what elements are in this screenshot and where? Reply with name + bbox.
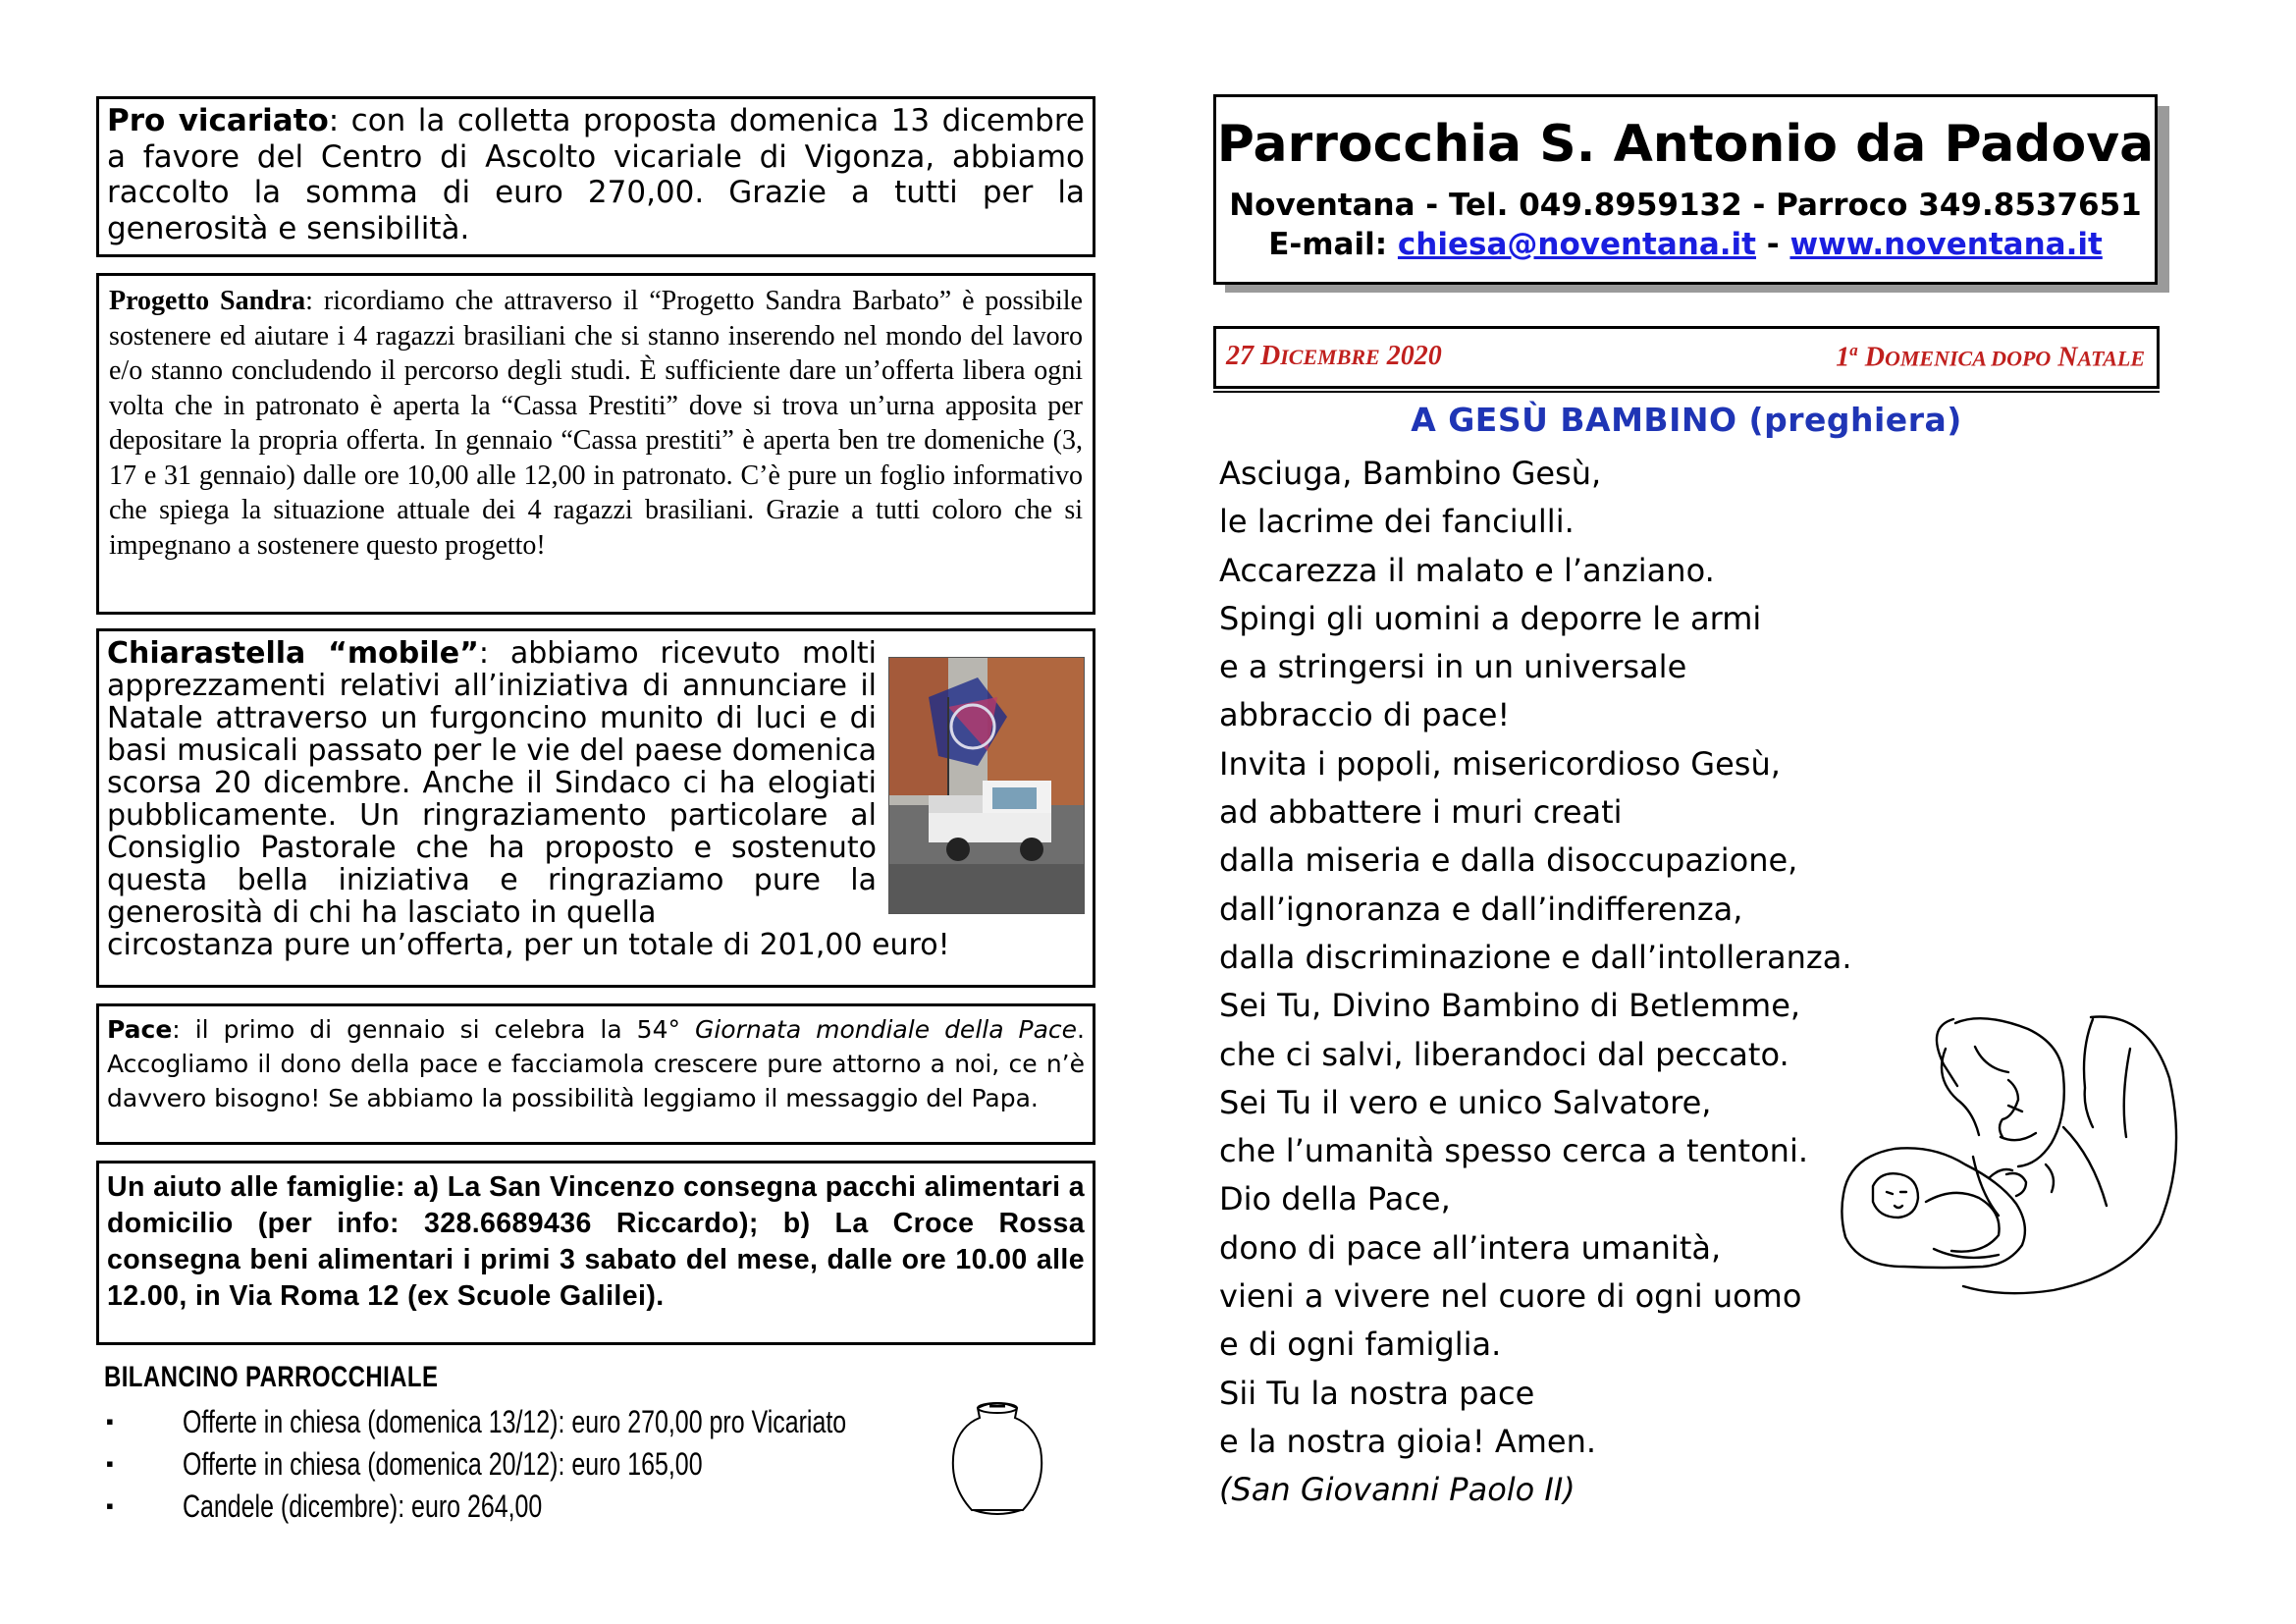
feast-rest: ATALE xyxy=(2077,346,2145,371)
bilancino-item-text: Candele (dicembre): euro 264,00 xyxy=(183,1489,543,1524)
parish-header xyxy=(1213,94,2158,285)
prayer-line: Sei Tu il vero e unico Salvatore, xyxy=(1219,1083,1712,1121)
prayer-line: Accarezza il malato e l’anziano. xyxy=(1219,551,1715,589)
date-day: 27 xyxy=(1226,341,1254,371)
prayer-line: e la nostra gioia! Amen. xyxy=(1219,1422,1597,1460)
notice-progetto-sandra xyxy=(96,273,1095,615)
notice-lead: Pro vicariato xyxy=(107,103,329,138)
prayer-line: e di ogni famiglia. xyxy=(1219,1326,1502,1364)
website-link[interactable]: www.noventana.it xyxy=(1789,227,2103,262)
ordinal: 1 xyxy=(1836,342,1850,373)
divider xyxy=(1213,391,2160,393)
liturgical-day xyxy=(1836,341,2145,373)
bullet-icon: ▪ xyxy=(106,1451,114,1476)
notice-text xyxy=(109,284,1083,563)
notice-body: : ricordiamo che attraverso il “Progetto Sandra Barbato” è possibile sostenere ed aiutare i 4 ragazzi brasiliani che si stanno inserendo nel mondo del lavoro e/o stanno concludendo il percorso degli studi. È sufficiente dare un’offerta libera ogni volta che in patronato è aperta la “Cassa Prestiti” dove si trova un’urna apposita per depositare la propria offerta. In gennaio “Cassa prestiti” è aperta ben tre domeniche (3, 17 e 31 gennaio) dalle ore 10,00 alle 12,00 in patronato. C’è pure un foglio informativo che spiega la situazione attuale dei 4 ragazzi brasiliani. Grazie a tutti coloro che si impegnano a sostenere questo progetto! xyxy=(109,286,1083,561)
prayer-attribution: (San Giovanni Paolo II) xyxy=(1219,1471,1575,1509)
issue-date xyxy=(1226,341,1442,372)
bilancino-title: BILANCINO PARROCCHIALE xyxy=(104,1361,439,1393)
parish-title: Parrocchia S. Antonio da Padova xyxy=(1216,115,2155,174)
notice-pro-vicariato xyxy=(96,96,1095,257)
prayer-line: dono di pace all’intera umanità, xyxy=(1219,1228,1722,1267)
sunday-rest: OMENICA DOPO xyxy=(1884,346,2052,371)
notice-body: : a) La San Vincenzo consegna pacchi alimentari a domicilio (per info: 328.6689436 Riccardo); b) La Croce Rossa consegna beni alimentari i primi 3 sabato del mese, dalle ore 10.00 alle 12.00, in Via Roma 12 (ex Scuole Galilei). xyxy=(107,1171,1085,1312)
prayer-line: che l’umanità spesso cerca a tentoni. xyxy=(1219,1132,1808,1170)
date-month-rest: ICEMBRE xyxy=(1280,345,1380,369)
parish-contacts: Noventana - Tel. 049.8959132 - Parroco 349.8537651 xyxy=(1229,188,2142,223)
prayer-title: A GESÙ BAMBINO (preghiera) xyxy=(1411,401,1962,439)
notice-chiarastella xyxy=(96,628,1095,988)
notice-italic: Giornata mondiale della Pace xyxy=(694,1015,1078,1044)
notice-aiuto-famiglie xyxy=(96,1161,1095,1345)
prayer-line: ad abbattere i muri creati xyxy=(1219,793,1623,832)
date-month-initial: D xyxy=(1260,341,1281,371)
van-photo-illustration xyxy=(889,658,1085,914)
chiarastella-van-photo xyxy=(888,657,1085,914)
notice-body-2: . Accogliamo il dono della pace e facciamola crescere pure attorno a noi, ce n’è davvero bisogno! Se abbiamo la possibilità leggiamo il messaggio del Papa. xyxy=(107,1015,1085,1112)
prayer-line: le lacrime dei fanciulli. xyxy=(1219,503,1575,541)
notice-pace xyxy=(96,1003,1095,1145)
ordinal-suffix: a xyxy=(1849,341,1858,359)
notice-body-last: circostanza pure un’offerta, per un totale di 201,00 euro! xyxy=(107,928,950,962)
nativity-drawing-icon xyxy=(1836,1009,2189,1306)
prayer-line: vieni a vivere nel cuore di ogni uomo xyxy=(1219,1277,1802,1316)
date-bar xyxy=(1213,326,2160,389)
prayer-line: Invita i popoli, misericordioso Gesù, xyxy=(1219,744,1781,783)
notice-text xyxy=(107,1169,1085,1315)
separator: - xyxy=(1756,227,1790,262)
notice-text xyxy=(107,103,1085,246)
notice-last-line xyxy=(107,929,1085,961)
notice-lead: Chiarastella “mobile” xyxy=(107,636,479,671)
bullet-icon: ▪ xyxy=(106,1493,114,1518)
notice-lead: Pace xyxy=(107,1015,173,1044)
bilancino-item-text: Offerte in chiesa (domenica 20/12): euro 165,00 xyxy=(183,1446,703,1482)
email-link[interactable]: chiesa@noventana.it xyxy=(1397,227,1757,262)
prayer-line: che ci salvi, liberandoci dal peccato. xyxy=(1219,1035,1789,1073)
notice-body: : abbiamo ricevuto molti apprezzamenti relativi all’iniziativa di annunciare il Natale attraverso un furgoncino munito di luci e di basi musicali passato per le vie del paese domenica scorsa 20 dicembre. Anche il Sindaco ci ha elogiati pubblicamente. Un ringraziamento particolare al Consiglio Pastorale che ha proposto e sostenuto questa bella iniziativa e ringraziamo pure la generosità di chi ha lasciato in quella xyxy=(107,636,877,930)
prayer-line: e a stringersi in un universale xyxy=(1219,648,1687,686)
prayer-line: abbraccio di pace! xyxy=(1219,696,1511,734)
notice-text xyxy=(107,1012,1085,1115)
notice-lead: Progetto Sandra xyxy=(109,286,306,316)
prayer-line: Spingi gli uomini a deporre le armi xyxy=(1219,599,1762,637)
date-year: 2020 xyxy=(1386,341,1442,371)
bullet-icon: ▪ xyxy=(106,1409,114,1434)
notice-lead: Un aiuto alle famiglie xyxy=(107,1171,396,1203)
offering-jar-icon xyxy=(938,1394,1056,1522)
parish-email-line xyxy=(1216,225,2155,264)
prayer-line: dalla discriminazione e dall’intolleranza. xyxy=(1219,938,1852,976)
prayer-line: Sei Tu, Divino Bambino di Betlemme, xyxy=(1219,987,1801,1025)
sunday-initial: D xyxy=(1864,342,1885,373)
prayer-line: dall’ignoranza e dall’indifferenza, xyxy=(1219,890,1743,928)
email-label: E-mail: xyxy=(1268,227,1398,262)
prayer-line: Sii Tu la nostra pace xyxy=(1219,1374,1535,1412)
notice-body: : con la colletta proposta domenica 13 dicembre a favore del Centro di Ascolto vicariale di Vigonza, abbiamo raccolto la somma di euro 270,00. Grazie a tutti per la generosità e sensibilità. xyxy=(107,103,1085,246)
bilancino-item-text: Offerte in chiesa (domenica 13/12): euro 270,00 pro Vicariato xyxy=(183,1404,847,1439)
prayer-line: Asciuga, Bambino Gesù, xyxy=(1219,455,1602,492)
prayer-line: Dio della Pace, xyxy=(1219,1180,1451,1218)
notice-body: : il primo di gennaio si celebra la 54° xyxy=(172,1015,695,1044)
prayer-body xyxy=(1219,450,1851,1515)
prayer-line: dalla miseria e dalla disoccupazione, xyxy=(1219,841,1798,880)
feast-initial: N xyxy=(2057,342,2078,373)
